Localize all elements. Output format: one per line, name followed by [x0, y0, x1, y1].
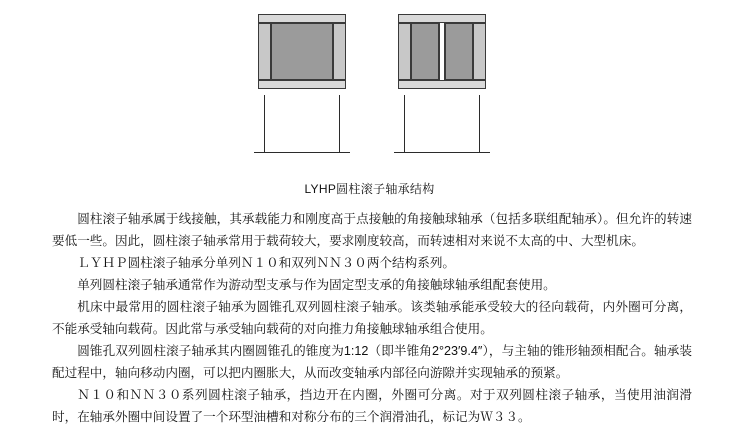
paragraph-3: 单列圆柱滚子轴承通常作为游动型支承与作为固定型支承的角接触球轴承组配套使用。 [77, 278, 556, 292]
outer-ring-top [398, 14, 486, 23]
center-axis-line [254, 152, 350, 153]
extension-line-left [264, 95, 265, 153]
extension-line-left [404, 95, 405, 153]
article-body [52, 208, 692, 428]
paragraph-4: 机床中最常用的圆柱滚子轴承为圆锥孔双列圆柱滚子轴承。该类轴承能承受较大的径向载荷，内外圈可分离，不能承受轴向载荷。因此常与承受轴向载荷的对向推力角接触球轴承组合使用。 [52, 300, 692, 336]
inner-ring-left [258, 23, 271, 80]
extension-line-right [339, 95, 340, 153]
figure-caption: LYHP圆柱滚子轴承结构 [304, 182, 435, 196]
paragraph-5: 圆锥孔双列圆柱滚子轴承其内圈圆锥孔的锥度为1:12（即半锥角2°23′9.4″），与主轴的锥形轴颈相配合。轴承装配过程中，轴向移动内圈，可以把内圈胀大，从而改变轴承内部径向游隙并实现轴承的预紧。 [52, 344, 692, 380]
roller-single [271, 23, 333, 80]
outer-ring-bottom [258, 80, 346, 89]
outer-ring-top [258, 14, 346, 23]
inner-ring-left [398, 23, 411, 80]
roller-row-one [411, 23, 439, 80]
double-row-bearing-diagram [398, 14, 486, 89]
paragraph-6: Ｎ１０和ＮＮ３０系列圆柱滚子轴承，挡边开在内圈，外圈可分离。对于双列圆柱滚子轴承，当使用油润滑时，在轴承外圈中间设置了一个环型油槽和对称分布的三个润滑油孔，标记为Ｗ３３。 [52, 388, 692, 424]
roller-row-two [445, 23, 473, 80]
single-row-bearing-body [258, 14, 346, 89]
outer-ring-bottom [398, 80, 486, 89]
paragraph-2: ＬＹＨＰ圆柱滚子轴承分单列Ｎ１０和双列ＮＮ３０两个结构系列。 [77, 256, 455, 270]
center-axis-line [394, 152, 490, 153]
single-row-bearing-diagram [258, 14, 346, 89]
inner-ring-right [333, 23, 346, 80]
paragraph-1: 圆柱滚子轴承属于线接触，其承载能力和刚度高于点接触的角接触球轴承（包括多联组配轴承）。但允许的转速要低一些。因此，圆柱滚子轴承常用于载荷较大，要求刚度较高，而转速相对来说不太高的中、大型机床。 [52, 212, 692, 248]
inner-ring-right [473, 23, 486, 80]
bearing-structure-figure [0, 8, 739, 196]
double-row-bearing-body [398, 14, 486, 89]
roller-row-gap [439, 23, 445, 80]
extension-line-right [479, 95, 480, 153]
